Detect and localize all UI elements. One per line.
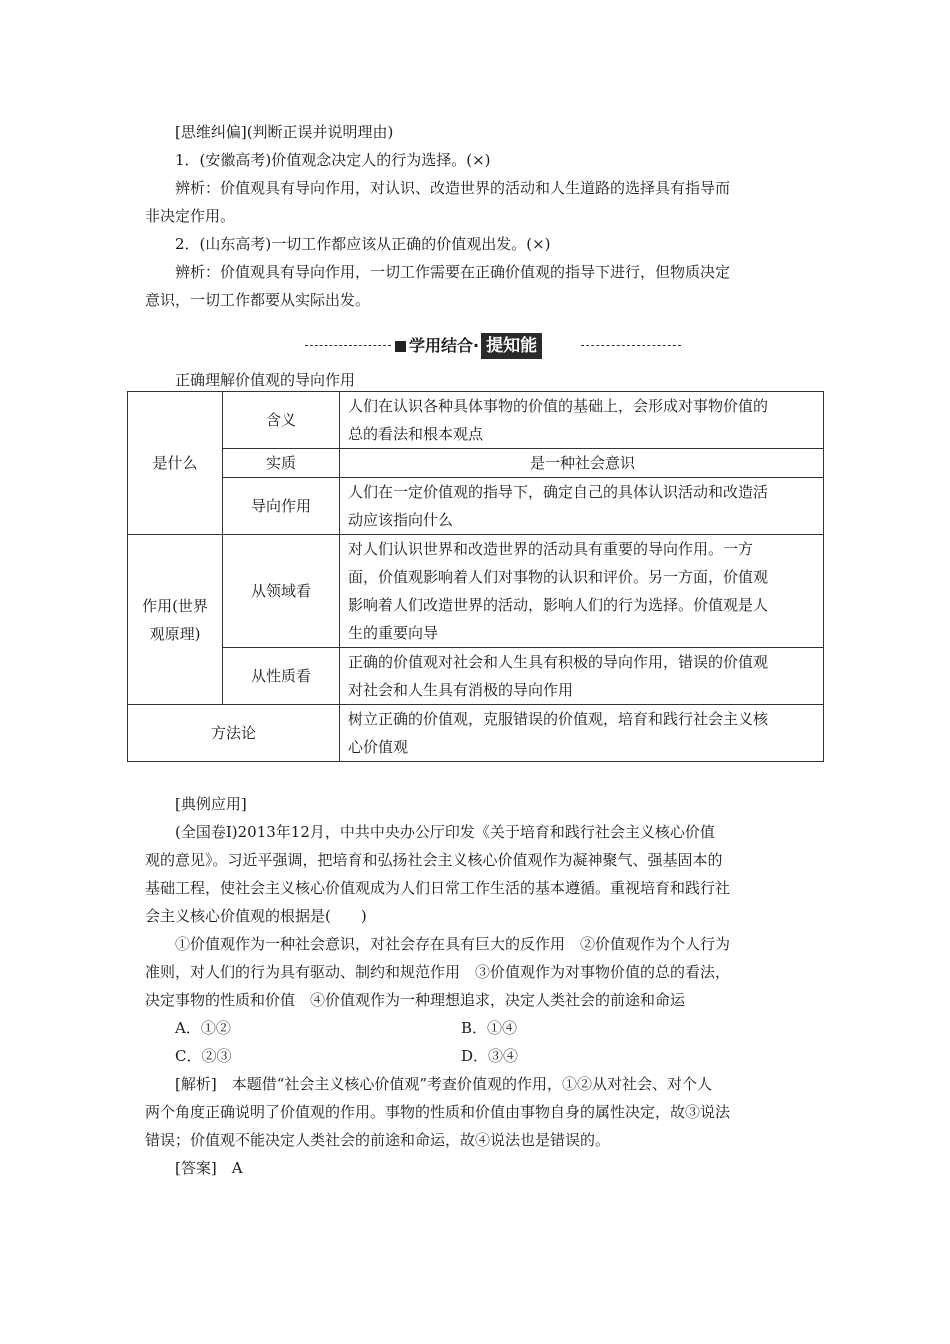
- analysis-2-line1: 辨析：价值观具有导向作用，一切工作需要在正确价值观的指导下进行，但物质决定: [175, 263, 731, 281]
- domain-line: 生的重要向导: [348, 624, 439, 642]
- question-line: 观的意见》。习近平强调，把培育和弘扬社会主义核心价值观作为凝神聚气、强基固本的: [145, 851, 723, 869]
- domain-line: 面，价值观影响着人们对事物的认识和评价。另一方面，价值观: [348, 568, 769, 586]
- correction-header: [思维纠偏](判断正误并说明理由): [175, 123, 394, 141]
- meaning-line: 人们在认识各种具体事物的价值的基础上，会形成对事物价值的: [348, 397, 769, 415]
- banner-right-dash: [581, 345, 681, 346]
- analysis-1-line1: 辨析：价值观具有导向作用，对认识、改造世界的活动和人生道路的选择具有指导而: [175, 179, 731, 197]
- guide-line: 人们在一定价值观的指导下，确定自己的具体认识活动和改造活: [348, 483, 769, 501]
- option-c: C．②③: [175, 1047, 232, 1065]
- table-title: 正确理解价值观的导向作用: [175, 371, 356, 389]
- options-row: [145, 1042, 825, 1070]
- essence-label: 实质: [223, 449, 340, 478]
- method-label: 方法论: [128, 705, 340, 762]
- options-row: [145, 1014, 825, 1042]
- what-cell: 是什么: [128, 392, 223, 535]
- analysis-1-line2: 非决定作用。: [145, 207, 236, 225]
- option-d: D．③④: [461, 1047, 519, 1065]
- answer-line: [答案] A: [175, 1159, 243, 1177]
- question-1: 1．(安徽高考)价值观念决定人的行为选择。(×): [175, 151, 491, 169]
- analysis-line: 两个角度正确说明了价值观的作用。事物的性质和价值由事物自身的属性决定，故③说法: [145, 1103, 731, 1121]
- value-orientation-table: [127, 391, 824, 762]
- guide-label: 导向作用: [223, 478, 340, 535]
- banner-part1: 学用结合·: [409, 336, 480, 355]
- table-row: [128, 535, 824, 648]
- essence-content: 是一种社会意识: [340, 449, 824, 478]
- domain-line: 影响着人们改造世界的活动，影响人们的行为选择。价值观是人: [348, 596, 769, 614]
- meaning-label: 含义: [223, 392, 340, 449]
- banner-left-dash: [305, 345, 391, 346]
- top-section: [145, 118, 825, 394]
- method-line: 心价值观: [348, 738, 409, 756]
- question-2: 2．(山东高考)一切工作都应该从正确的价值观出发。(×): [175, 235, 551, 253]
- option-b: B．①④: [461, 1019, 518, 1037]
- section-banner: [145, 328, 825, 364]
- table-row: [128, 648, 824, 705]
- domain-line: 对人们认识世界和改造世界的活动具有重要的导向作用。一方: [348, 540, 754, 558]
- table-row: [128, 705, 824, 762]
- domain-label: 从领域看: [223, 535, 340, 648]
- banner-title: [395, 332, 542, 360]
- question-line: 基础工程，使社会主义核心价值观成为人们日常工作生活的基本遵循。重视培育和践行社: [145, 879, 731, 897]
- role-line: 作用(世界: [142, 596, 208, 615]
- example-section: [145, 790, 825, 1182]
- analysis-line: 错误；价值观不能决定人类社会的前途和命运，故④说法也是错误的。: [145, 1131, 611, 1149]
- domain-content: [340, 535, 824, 648]
- statement-line: 准则，对人们的行为具有驱动、制约和规范作用 ③价值观作为对事物价值的总的看法，: [145, 963, 731, 981]
- nature-content: [340, 648, 824, 705]
- question-line: 会主义核心价值观的根据是( ): [145, 907, 367, 925]
- guide-content: [340, 478, 824, 535]
- banner-part2: 提知能: [481, 333, 542, 359]
- table-row: [128, 392, 824, 449]
- method-line: 树立正确的价值观，克服错误的价值观，培育和践行社会主义核: [348, 710, 769, 728]
- statement-line: ①价值观作为一种社会意识，对社会存在具有巨大的反作用 ②价值观作为个人行为: [175, 935, 731, 953]
- analysis-2-line2: 意识，一切工作都要从实际出发。: [145, 291, 371, 309]
- nature-line: 对社会和人生具有消极的导向作用: [348, 681, 574, 699]
- meaning-content: [340, 392, 824, 449]
- table-row: [128, 449, 824, 478]
- question-line: (全国卷Ⅰ)2013年12月，中共中央办公厅印发《关于培育和践行社会主义核心价值: [175, 823, 715, 841]
- nature-line: 正确的价值观对社会和人生具有积极的导向作用，错误的价值观: [348, 653, 769, 671]
- statement-line: 决定事物的性质和价值 ④价值观作为一种理想追求，决定人类社会的前途和命运: [145, 991, 686, 1009]
- square-bullet-icon: [395, 341, 406, 352]
- example-header: [典例应用]: [175, 795, 247, 813]
- meaning-line: 总的看法和根本观点: [348, 425, 484, 443]
- analysis-line: [解析] 本题借“社会主义核心价值观”考查价值观的作用，①②从对社会、对个人: [175, 1075, 713, 1093]
- guide-line: 动应该指向什么: [348, 511, 454, 529]
- nature-label: 从性质看: [223, 648, 340, 705]
- role-cell: [128, 535, 223, 705]
- method-content: [340, 705, 824, 762]
- option-a: A．①②: [175, 1019, 231, 1037]
- role-line: 观原理): [149, 624, 201, 643]
- table-row: [128, 478, 824, 535]
